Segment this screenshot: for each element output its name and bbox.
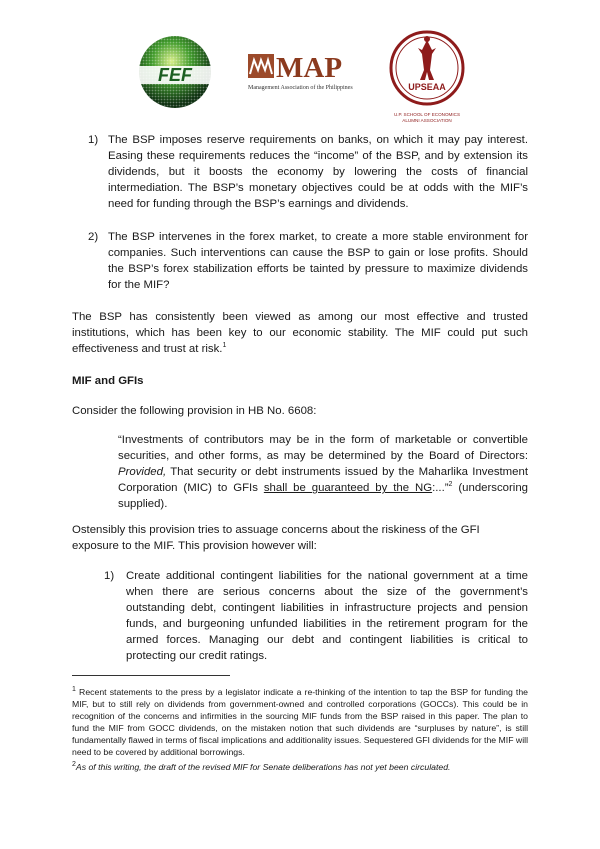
quote-text: That security or debt instruments issued by the Maharlika Investment Corporation (MIC) to GFIs	[118, 466, 528, 495]
list-item-text: Create additional contingent liabilities for the national government at a time when there are serious concerns about the size of the government’s outstanding debt, contingent liabilities in infrastructure projects and pension funds, and burgeoning unfunded liabilities in the retirement program for the armed forces. Managing our debt and contingent liabilities is critical to protecting our credit ratings.	[126, 570, 528, 663]
quote-text: “Investments of contributors may be in the form of marketable or convertible securities, and other forms, as may be determined by the Board of Directors:	[118, 434, 528, 463]
block-quote	[118, 432, 528, 512]
body-paragraph: Ostensibly this provision tries to assuage concerns about the riskiness of the GFI exposure to the MIF. This provision however will:	[72, 524, 480, 553]
section-heading: MIF and GFIs	[72, 375, 144, 387]
header-logos	[0, 28, 600, 123]
footnote-mark: 1	[72, 686, 76, 694]
footnote-mark: 2	[72, 761, 76, 769]
upseaa-caption-2: ALUMNI ASSOCIATION	[402, 118, 452, 123]
footnote-reference: 2	[448, 481, 453, 489]
footnote-1	[72, 686, 528, 759]
list-item-number: 2)	[88, 231, 99, 243]
upseaa-logo	[388, 30, 466, 140]
upseaa-logo-text: UPSEAA	[408, 82, 446, 92]
quote-text: (underscoring supplied).	[118, 482, 528, 511]
footnote-2	[72, 761, 528, 773]
map-logo	[246, 46, 361, 96]
footnote-text: Recent statements to the press by a legislator indicate a re-thinking of the intention to tap the BSP for funding the MIF, but to still rely on dividends from government-owned and controlled corporations (GOCCs). This could be in recognition of the concerns and infirmities in the sourcing MIF funds from the BSP raised in this paper. The plan to fund the MIF from GOCC dividends, on the mistaken notion that such dividends are “surpluses by nature”, is still fundamentally flawed in terms of fiscal implications and additionality issues. Sequestered GFI dividends for the MIF will need to be covered by additional borrowings.	[72, 687, 528, 758]
fef-logo	[133, 32, 217, 116]
quote-text: :...”	[432, 482, 449, 495]
body-paragraph	[72, 309, 528, 357]
quote-italic: Provided,	[118, 466, 167, 479]
fef-logo-text: FEF	[158, 65, 192, 85]
list-item-number: 1)	[104, 570, 115, 582]
map-logo-subtitle: Management Association of the Philippines	[248, 85, 353, 91]
body-paragraph: Consider the following provision in HB No. 6608:	[72, 405, 317, 417]
list-item-text: The BSP intervenes in the forex market, to create a more stable environment for companies. Such interventions can cause the BSP to gain or lose profits. Should the BSP’s forex stabilization efforts be tainted by pressure to maximize dividends for the MIF?	[108, 231, 528, 292]
quote-underlined: shall be guaranteed by the NG	[263, 482, 433, 495]
paragraph-text: The BSP has consistently been viewed as among our most effective and trusted institutions, which has been key to our economic stability. The MIF could put such effectiveness and trust at risk.	[72, 311, 528, 356]
footnote-text: As of this writing, the draft of the revised MIF for Senate deliberations has not yet been circulated.	[75, 762, 451, 772]
footnote-separator	[72, 675, 230, 676]
map-logo-text: MAP	[276, 52, 343, 84]
footnote-reference: 1	[222, 342, 227, 350]
list-item-number: 1)	[88, 134, 99, 146]
list-item-text: The BSP imposes reserve requirements on banks, on which it may pay interest. Easing these requirements reduces the “income” of the BSP, and by extension its dividends, but it boosts the economy by lowering the costs of financial intermediation. The BSP’s monetary objectives could be at odds with the MIF’s need for funding through the BSP’s earnings and dividends.	[108, 134, 528, 211]
upseaa-caption-1: U.P. SCHOOL OF ECONOMICS	[393, 112, 461, 117]
